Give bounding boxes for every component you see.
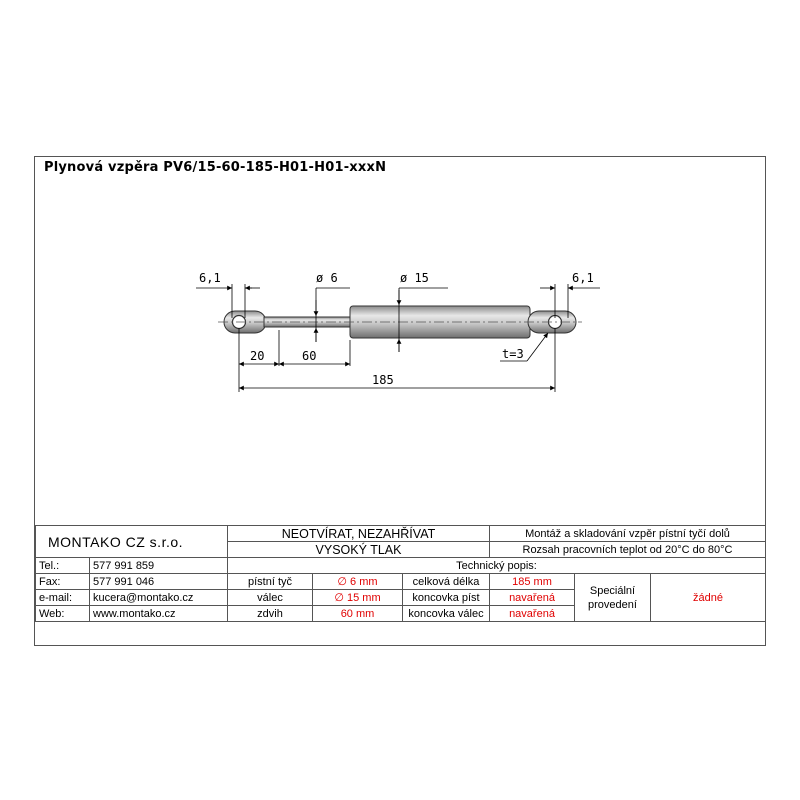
company-name: MONTAKO CZ s.r.o. xyxy=(36,526,228,558)
tech-value-cylinder-end: navařená xyxy=(490,606,575,622)
fax-label: Fax: xyxy=(36,574,90,590)
fax-value: 577 991 046 xyxy=(90,574,228,590)
web-label: Web: xyxy=(36,606,90,622)
temperature-note: Rozsah pracovních teplot od 20°C do 80°C xyxy=(490,542,766,558)
special-value: žádné xyxy=(651,574,766,622)
dim-eye-right: 6,1 xyxy=(572,271,594,285)
tech-label-length: celková délka xyxy=(403,574,490,590)
title-block xyxy=(35,525,766,622)
email-value: kucera@montako.cz xyxy=(90,590,228,606)
web-value: www.montako.cz xyxy=(90,606,228,622)
drawing-title: Plynová vzpěra PV6/15-60-185-H01-H01-xxxN xyxy=(44,160,387,175)
dim-thickness: t=3 xyxy=(502,347,524,361)
email-label: e-mail: xyxy=(36,590,90,606)
tech-label-cylinder-end: koncovka válec xyxy=(403,606,490,622)
tech-value-stroke: 60 mm xyxy=(313,606,403,622)
dim-eye-left: 6,1 xyxy=(199,271,221,285)
tech-value-cylinder: ∅ 15 mm xyxy=(313,590,403,606)
dim-tube-diameter: ø 15 xyxy=(400,271,429,285)
tel-value: 577 991 859 xyxy=(90,558,228,574)
tech-label-rod: pístní tyč xyxy=(228,574,313,590)
tech-value-length: 185 mm xyxy=(490,574,575,590)
warning-line-1: NEOTVÍRAT, NEZAHŘÍVAT xyxy=(228,526,490,542)
warning-line-2: VYSOKÝ TLAK xyxy=(228,542,490,558)
tel-label: Tel.: xyxy=(36,558,90,574)
tech-label-stroke: zdvih xyxy=(228,606,313,622)
tech-label-piston-end: koncovka píst xyxy=(403,590,490,606)
mounting-note: Montáž a skladování vzpěr pístní tyčí dolů xyxy=(490,526,766,542)
dim-total-length: 185 xyxy=(372,373,394,387)
tech-value-rod: ∅ 6 mm xyxy=(313,574,403,590)
dim-rod-diameter: ø 6 xyxy=(316,271,338,285)
dim-stroke: 60 xyxy=(302,349,317,363)
tech-header: Technický popis: xyxy=(228,558,766,574)
dim-eye-offset: 20 xyxy=(250,349,265,363)
special-label: Speciální provedení xyxy=(575,574,651,622)
tech-label-cylinder: válec xyxy=(228,590,313,606)
tech-value-piston-end: navařená xyxy=(490,590,575,606)
